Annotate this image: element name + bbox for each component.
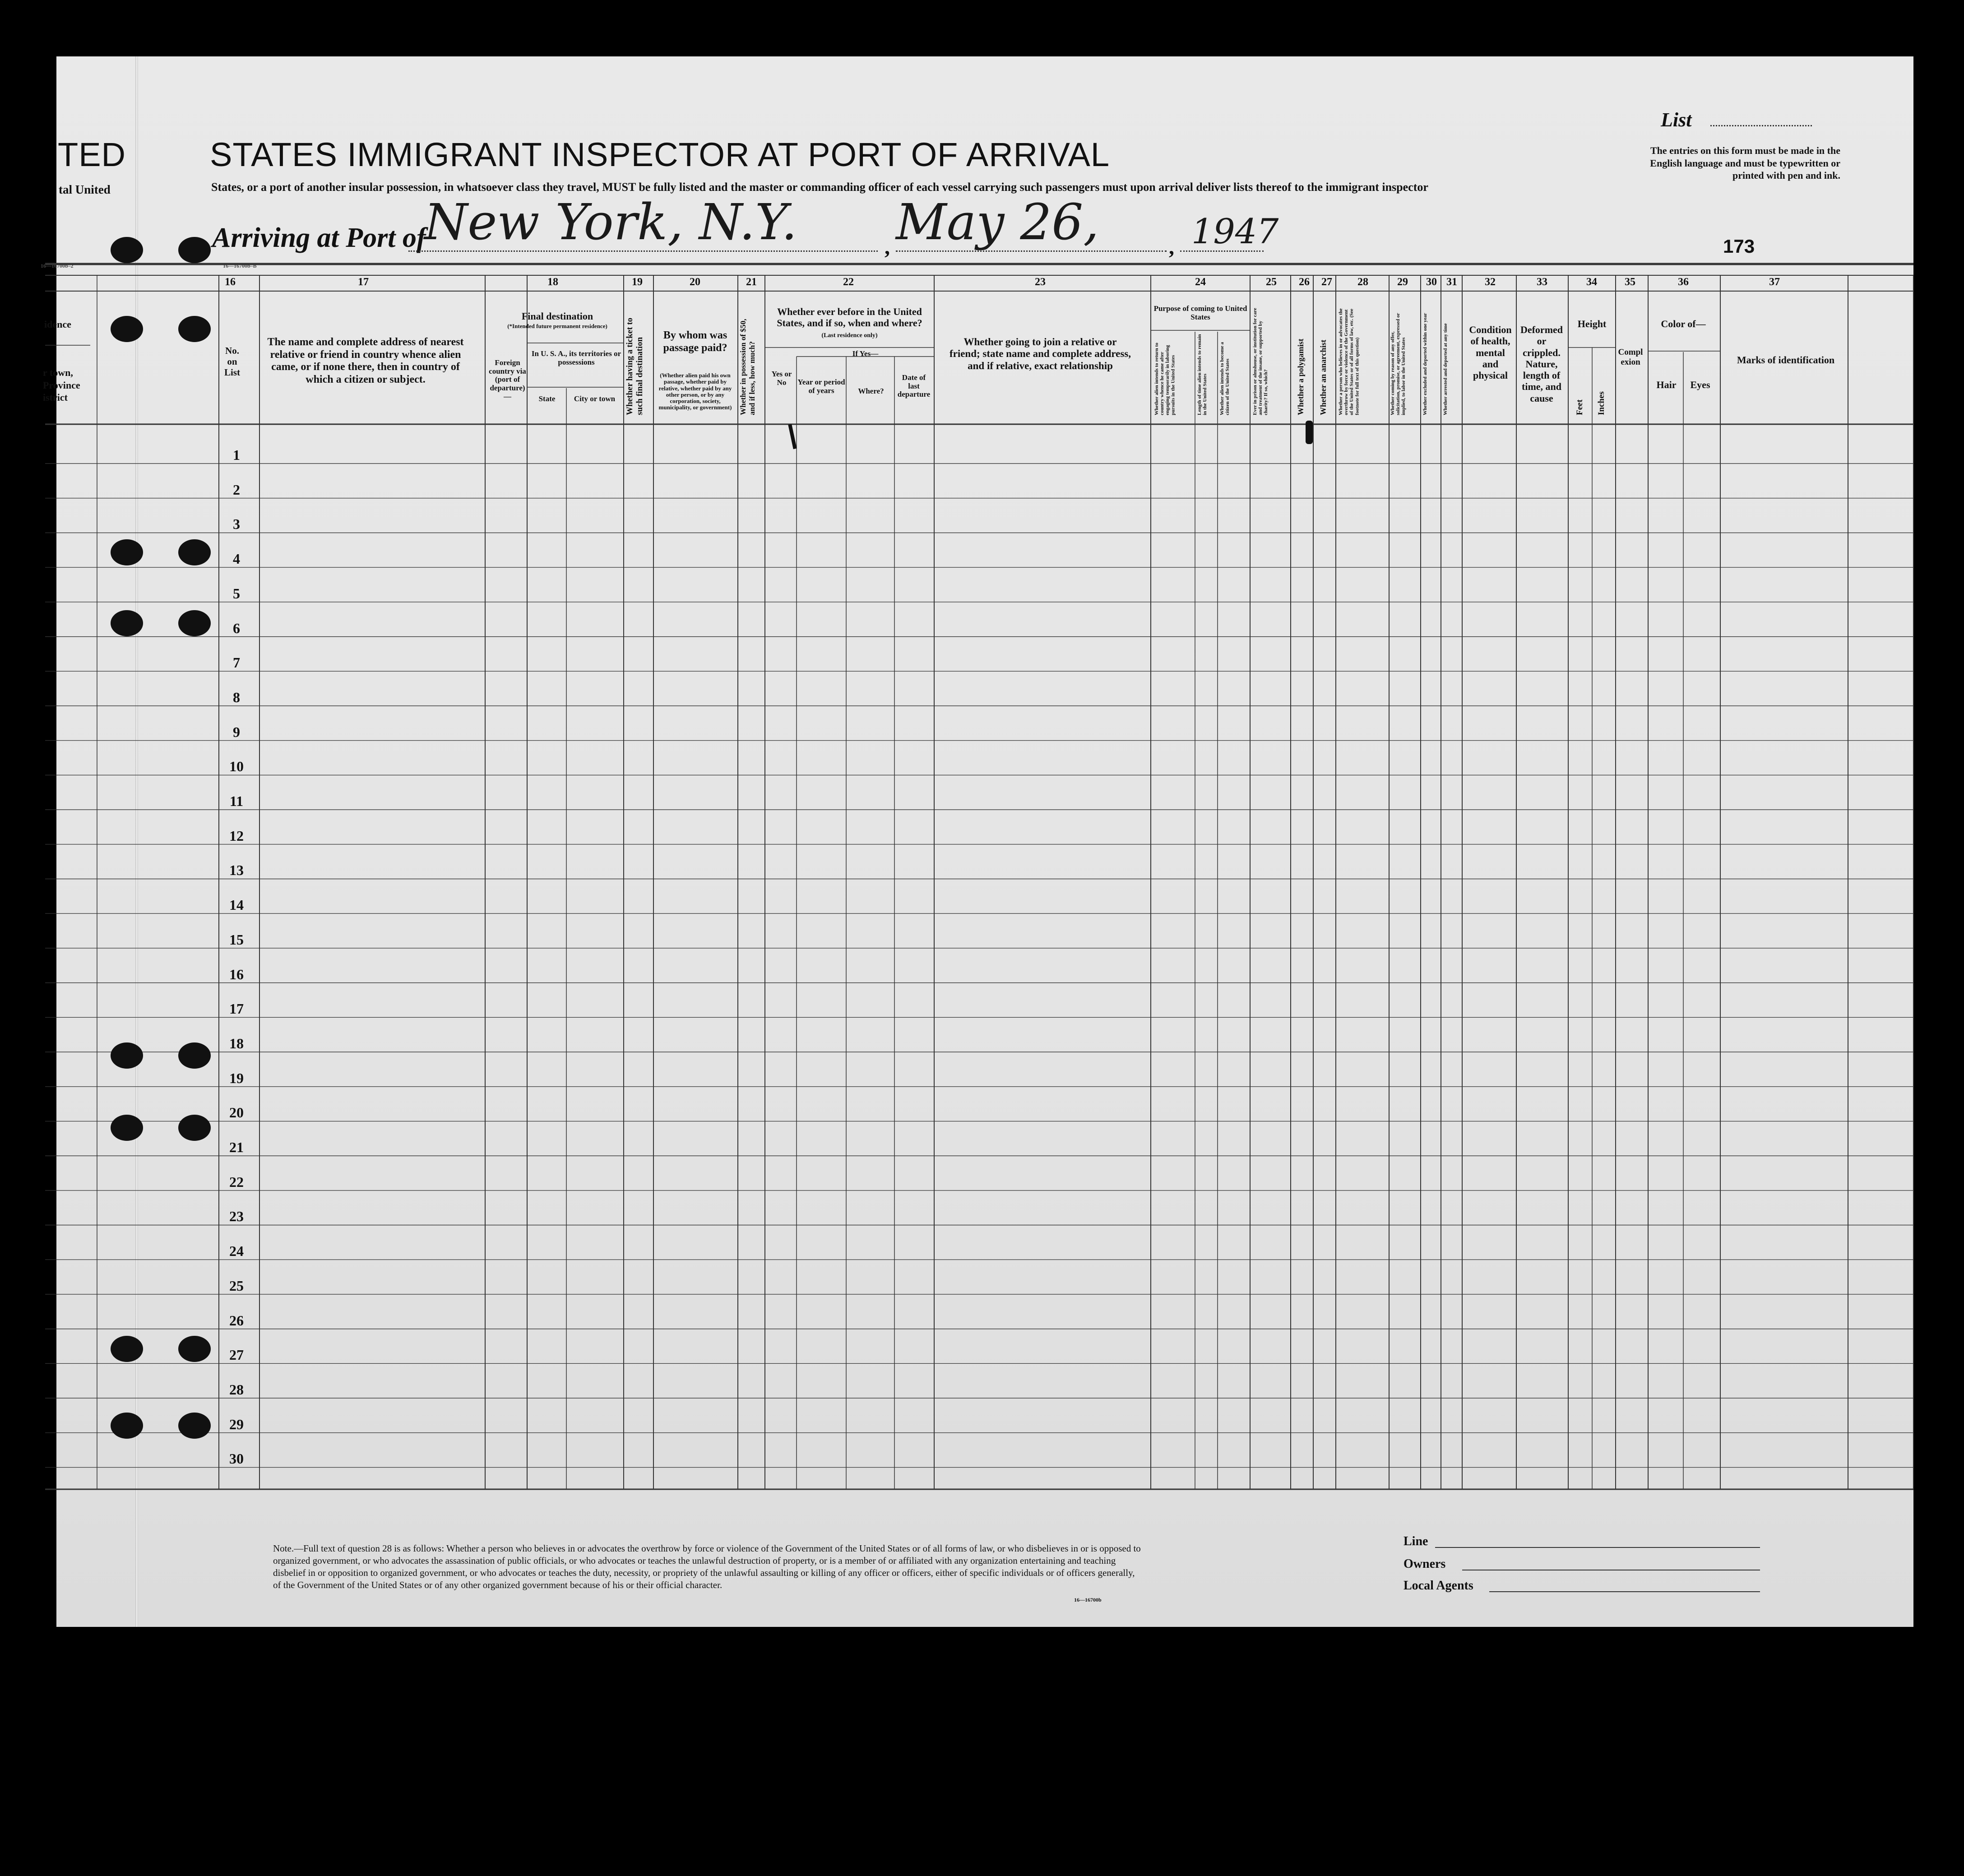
header-overthrow: Whether a person who believes in or advocates the overthrow by force or violence of the Government of the United States or of all forms of law, etc. (See footnote for full text of this question) xyxy=(1338,308,1360,415)
header-if-yes: If Yes— xyxy=(852,349,879,358)
header-where: Where? xyxy=(858,387,884,395)
header-complexion-text: Complexion xyxy=(1618,347,1643,367)
residence-fragment: idence xyxy=(44,319,71,330)
line-blank xyxy=(1435,1547,1760,1548)
row-number: 10 xyxy=(229,758,244,775)
header-arrested: Whether arrested and deported at any time xyxy=(1443,323,1448,415)
header-join-relative: Whether going to join a relative or friend; state name and complete address, and if relative, exact relationship xyxy=(949,336,1131,371)
row-number: 9 xyxy=(233,723,240,740)
row-number: 25 xyxy=(229,1277,244,1294)
punch-hole xyxy=(178,1336,211,1362)
row-number: 13 xyxy=(229,862,244,879)
row-number: 12 xyxy=(229,827,244,844)
header-complexion xyxy=(1617,347,1644,367)
colnum-25: 25 xyxy=(1266,276,1277,288)
comma-2: , xyxy=(1169,235,1174,259)
header-eyes: Eyes xyxy=(1690,379,1710,390)
row-number: 17 xyxy=(229,1001,244,1017)
header-labor-offer: Whether coming by reason of any offer, solicitation, promise, or agreement, expressed or implied, to labor in the United States xyxy=(1390,313,1407,415)
header-marks: Marks of identification xyxy=(1737,354,1835,366)
list-label: List xyxy=(1661,109,1692,131)
footer-form-code: 16—16700b xyxy=(1074,1597,1102,1603)
agents-label: Local Agents xyxy=(1404,1579,1473,1593)
year-handwritten: 1947 xyxy=(1191,211,1279,251)
colnum-27: 27 xyxy=(1321,276,1332,288)
header-purpose-length: Length of time alien intends to remain in the United States xyxy=(1197,334,1208,415)
header-state: State xyxy=(538,394,556,403)
row-number: 11 xyxy=(229,793,244,809)
row-number: 2 xyxy=(233,481,240,498)
row-number: 18 xyxy=(229,1035,244,1051)
row-number: 8 xyxy=(233,689,240,705)
row-number: 16 xyxy=(229,966,244,982)
header-purpose: Purpose of coming to United States xyxy=(1153,304,1247,321)
ink-blot xyxy=(1306,421,1313,444)
header-passage-note: (Whether alien paid his own passage, whether paid by relative, whether paid by any other person, or by any corporation, society, municipality, or government) xyxy=(658,372,732,411)
header-deformed: Deformed or crippled. Nature, length of time, and cause xyxy=(1520,324,1563,404)
colnum-33: 33 xyxy=(1537,276,1547,288)
row-number: 5 xyxy=(233,585,240,602)
header-color-of: Color of— xyxy=(1661,318,1706,329)
colnum-16: 16 xyxy=(225,276,236,288)
colnum-24: 24 xyxy=(1195,276,1206,288)
punch-hole xyxy=(111,1042,143,1069)
agents-blank xyxy=(1489,1591,1760,1592)
colnum-31: 31 xyxy=(1446,276,1457,288)
district-fragment-line: istrict xyxy=(43,392,68,403)
punch-hole xyxy=(111,237,143,263)
arriving-label: Arriving at Port of xyxy=(212,222,426,253)
footer-note: Note.—Full text of question 28 is as follows: Whether a person who believes in or advocates the overthrow by force or violence of the Government of the United States or of all forms of law, or who disbelieves in or is opposed to organized government, or who advocates the assassination of public officials, or who advocates or teaches the unlawful destruction of property, or is a member of or affiliated with any organization entertaining and teaching disbelief in or opposition to organized government, or who advocates or teaches the duty, necessity, or propriety of the unlawful assaulting or killing of any officer or officers, either of specific individuals or of officers generally, of the Government of the United States or of any other organized government because of his or their official character. xyxy=(273,1543,1141,1590)
header-anarchist: Whether an anarchist xyxy=(1319,339,1328,415)
header-nearest-relative: The name and complete address of nearest relative or friend in country whence alien came, or if none there, then in country of which a citizen or subject. xyxy=(267,336,464,385)
port-handwritten: New York, N.Y. xyxy=(424,193,797,251)
colnum-18: 18 xyxy=(547,276,558,288)
header-no-on-list: No. on List xyxy=(224,345,240,378)
header-ever-before-note: (Last residence only) xyxy=(821,332,878,339)
header-height: Height xyxy=(1577,318,1607,329)
header-date-departure: Date of last departure xyxy=(897,373,931,399)
punch-hole xyxy=(178,610,211,636)
colnum-32: 32 xyxy=(1485,276,1496,288)
town-fragment-line: r town, xyxy=(43,367,73,378)
header-prison: Ever in prison or almshouse, or institution for care and treatment of the insane, or supported by charity? If so, which? xyxy=(1252,308,1269,415)
row-number: 27 xyxy=(229,1347,244,1363)
punch-hole xyxy=(178,1042,211,1069)
header-polygamist: Whether a polygamist xyxy=(1296,338,1305,415)
comma-1: , xyxy=(885,235,890,259)
line-label: Line xyxy=(1404,1534,1428,1548)
colnum-34: 34 xyxy=(1586,276,1597,288)
colnum-37: 37 xyxy=(1769,276,1780,288)
row-number: 1 xyxy=(233,447,240,463)
row-number: 28 xyxy=(229,1381,244,1398)
colnum-21: 21 xyxy=(746,276,757,288)
header-fifty-dollars: Whether in possession of $50, and if less, how much? xyxy=(739,319,756,415)
header-ever-before: Whether ever before in the United States, and if so, when and where? xyxy=(777,306,922,329)
punch-hole xyxy=(178,1413,211,1439)
header-purpose-citizen: Whether alien intends to become a citizen of the United States xyxy=(1219,342,1231,415)
row-number: 3 xyxy=(233,516,240,533)
form-code-right: 16—16700b–B xyxy=(223,263,257,269)
header-purpose-return: Whether alien intends to return to country whence he came after engaging temporarily in laboring pursuits in the United States xyxy=(1154,343,1176,415)
colnum-36: 36 xyxy=(1678,276,1689,288)
owners-label: Owners xyxy=(1404,1557,1446,1571)
colnum-28: 28 xyxy=(1357,276,1368,288)
page-title: STATES IMMIGRANT INSPECTOR AT PORT OF ARRIVAL xyxy=(210,136,1110,173)
province-fragment-line: Province xyxy=(43,379,80,391)
colnum-29: 29 xyxy=(1397,276,1408,288)
row-number: 26 xyxy=(229,1312,244,1329)
colnum-20: 20 xyxy=(690,276,700,288)
punch-hole xyxy=(178,1115,211,1141)
column-number-row xyxy=(0,276,1964,290)
punch-hole xyxy=(111,1336,143,1362)
form-code-left: 16—16700b–2 xyxy=(41,263,74,269)
punch-hole xyxy=(111,610,143,636)
header-ticket: Whether having a ticket to such final destination xyxy=(625,317,644,415)
header-hair: Hair xyxy=(1656,379,1677,390)
punch-hole xyxy=(111,316,143,342)
colnum-26: 26 xyxy=(1299,276,1310,288)
row-number: 30 xyxy=(229,1450,244,1467)
header-yes-no: Yes or No xyxy=(771,370,792,387)
header-final-destination-note: (*Intended future permanent residence) xyxy=(507,323,607,329)
punch-hole xyxy=(111,1413,143,1439)
punch-hole xyxy=(178,539,211,565)
row-number: 15 xyxy=(229,931,244,948)
form-instructions: The entries on this form must be made in the English language and must be typewritten or printed with pen and ink. xyxy=(1650,145,1840,181)
header-excluded: Whether excluded and deported within one year xyxy=(1422,313,1428,415)
colnum-35: 35 xyxy=(1625,276,1635,288)
colnum-30: 30 xyxy=(1426,276,1437,288)
row-number: 23 xyxy=(229,1208,244,1225)
side-fragment: tal United xyxy=(59,183,111,196)
row-number: 24 xyxy=(229,1243,244,1260)
colnum-17: 17 xyxy=(358,276,369,288)
page-number: 173 xyxy=(1723,236,1755,257)
colnum-22: 22 xyxy=(843,276,854,288)
row-number: 22 xyxy=(229,1173,244,1190)
header-in-usa: In U. S. A., its territories or possessions xyxy=(531,349,621,366)
form-subtitle: States, or a port of another insular possession, in whatsoever class they travel, MUST be fully listed and the master or commanding officer of each vessel carrying such passengers must upon arrival deliver lists thereof to the immigrant inspector xyxy=(211,181,1428,194)
row-number: 4 xyxy=(233,551,240,567)
title-fragment: TED xyxy=(58,136,126,173)
header-final-destination: Final destination xyxy=(521,310,593,322)
row-number: 14 xyxy=(229,897,244,913)
header-health: Condition of health, mental and physical xyxy=(1469,324,1512,381)
colnum-23: 23 xyxy=(1035,276,1046,288)
punch-hole xyxy=(178,316,211,342)
colnum-19: 19 xyxy=(632,276,643,288)
row-number: 29 xyxy=(229,1416,244,1432)
punch-hole xyxy=(178,237,211,263)
header-feet: Feet xyxy=(1575,399,1584,415)
header-year-period: Year or period of years xyxy=(797,378,845,395)
date-handwritten: May 26, xyxy=(896,193,1099,251)
header-city: City or town xyxy=(574,394,616,403)
row-number: 19 xyxy=(229,1070,244,1086)
punch-hole xyxy=(111,539,143,565)
header-inches: Inches xyxy=(1597,391,1606,415)
header-foreign-country: Foreign country via (port of departure)— xyxy=(489,358,526,401)
row-number: 21 xyxy=(229,1139,244,1155)
punch-hole xyxy=(111,1115,143,1141)
row-number: 7 xyxy=(233,654,240,671)
row-number: 20 xyxy=(229,1104,244,1121)
row-number: 6 xyxy=(233,620,240,636)
header-passage-paid: By whom was passage paid? xyxy=(663,329,727,354)
